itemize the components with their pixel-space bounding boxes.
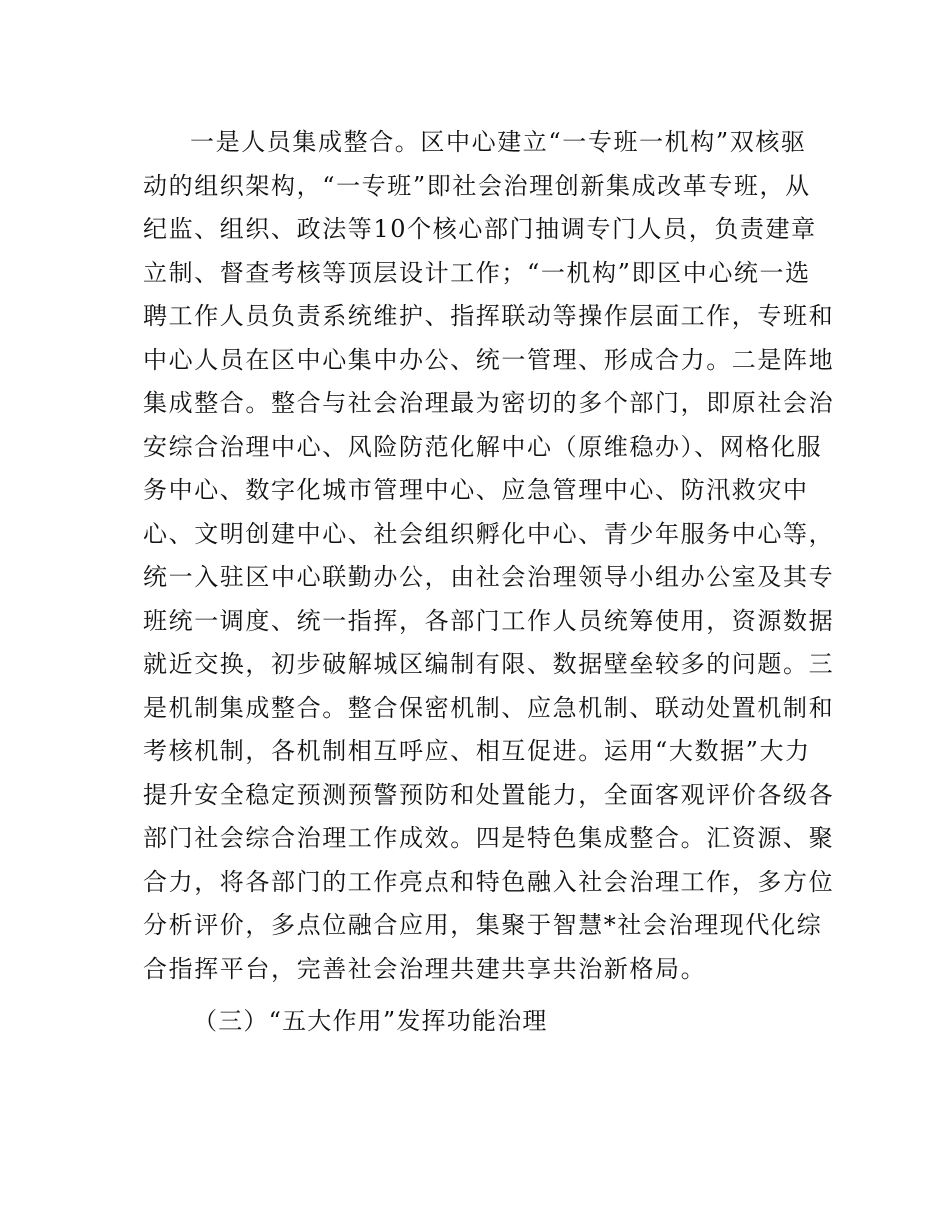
paragraph-line: 合力，将各部门的工作亮点和特色融入社会治理工作，多方位 — [143, 867, 835, 896]
paragraph-line: 务中心、数字化城市管理中心、应急管理中心、防汛救灾中 — [143, 476, 809, 504]
paragraph-line: 动的组织架构，“一专班”即社会治理创新集成改革专班，从 — [143, 171, 811, 200]
paragraph-line: 立制、督查考核等顶层设计工作；“一机构”即区中心统一选 — [143, 258, 811, 287]
section-heading: （三）“五大作用”发挥功能治理 — [193, 1007, 548, 1035]
paragraph-line: 是机制集成整合。整合保密机制、应急机制、联动处置机制和 — [143, 693, 835, 722]
paragraph-line: 提升安全稳定预测预警预防和处置能力，全面客观评价各级各 — [143, 780, 835, 809]
paragraph-line: 分析评价，多点位融合应用，集聚于智慧*社会治理现代化综 — [143, 911, 823, 939]
paragraph-line: 考核机制，各机制相互呼应、相互促进。运用“大数据”大力 — [143, 737, 811, 765]
paragraph-line: 集成整合。整合与社会治理最为密切的多个部门，即原社会治 — [143, 389, 835, 417]
paragraph-line: 部门社会综合治理工作成效。四是特色集成整合。汇资源、聚 — [143, 824, 835, 852]
paragraph-line: 班统一调度、统一指挥，各部门工作人员统筹使用，资源数据 — [143, 606, 835, 635]
paragraph-line: 中心人员在区中心集中办公、统一管理、形成合力。二是阵地 — [143, 345, 835, 374]
paragraph-line: 纪监、组织、政法等10个核心部门抽调专门人员，负责建章 — [143, 215, 817, 243]
paragraph-line: 统一入驻区中心联勤办公，由社会治理领导小组办公室及其专 — [143, 563, 835, 591]
paragraph-line: 一是人员集成整合。区中心建立“一专班一机构”双核驱 — [190, 128, 807, 156]
paragraph-line: 合指挥平台，完善社会治理共建共享共治新格局。 — [143, 954, 707, 983]
paragraph-line: 安综合治理中心、风险防范化解中心（原维稳办）、网格化服 — [143, 432, 823, 461]
paragraph-line: 就近交换，初步破解城区编制有限、数据壁垒较多的问题。三 — [143, 650, 835, 678]
paragraph-line: 聘工作人员负责系统维护、指挥联动等操作层面工作，专班和 — [143, 302, 835, 330]
paragraph-line: 心、文明创建中心、社会组织孵化中心、青少年服务中心等， — [143, 519, 835, 548]
body-paragraph — [143, 121, 835, 991]
